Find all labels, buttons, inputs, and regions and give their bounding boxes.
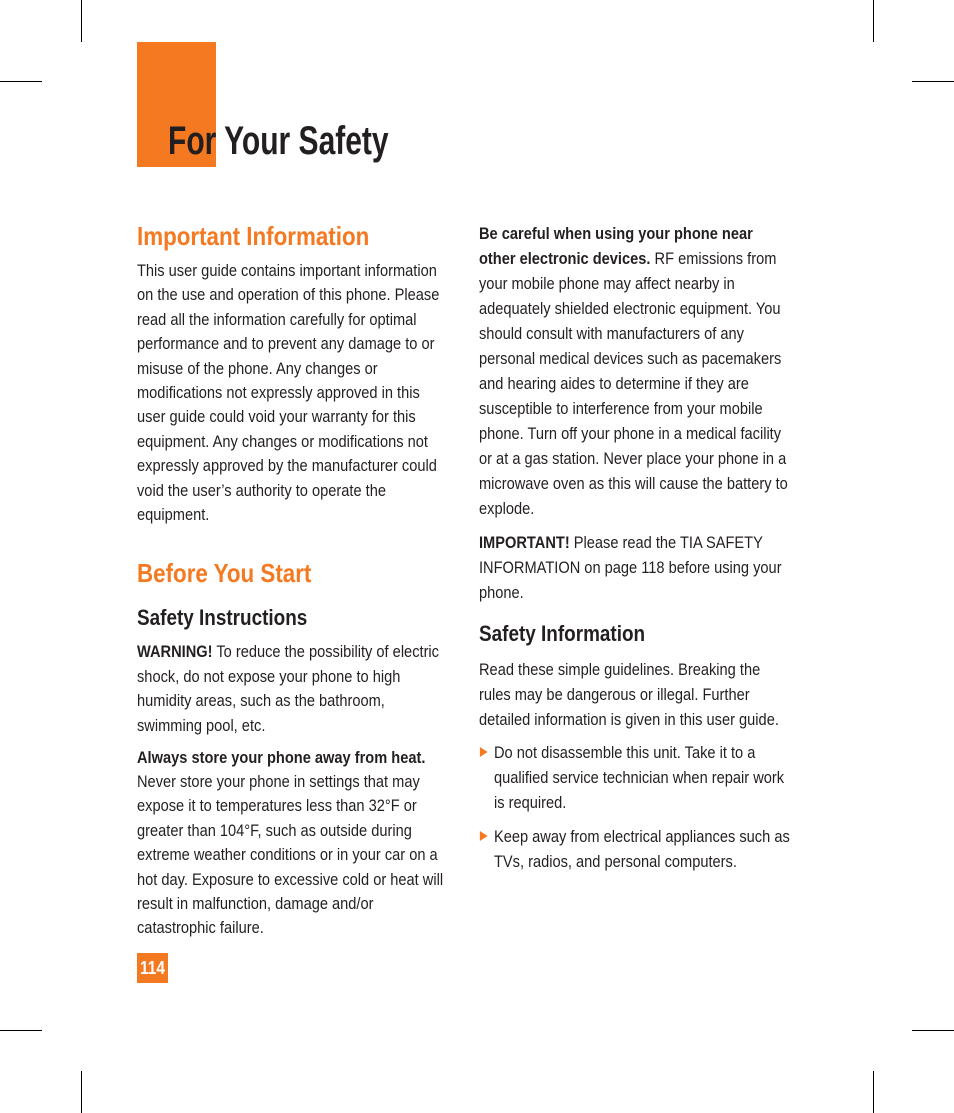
- right-column: [479, 221, 792, 874]
- important-notice-paragraph: [479, 530, 792, 605]
- heading-important-information: Important Information: [137, 221, 370, 251]
- warning-label: WARNING!: [137, 642, 213, 662]
- heat-lead: Always store your phone away from heat.: [137, 747, 426, 767]
- subheading-safety-information: Safety Information: [479, 621, 646, 646]
- list-item-text: Do not disassemble this unit. Take it to a qualified service technician when repair work is required.: [493, 742, 785, 812]
- electronic-devices-paragraph: [479, 221, 792, 521]
- safety-information-intro: Read these simple guidelines. Breaking the rules may be dangerous or illegal. Further detailed information is given in this user guide.: [479, 659, 779, 729]
- electronic-devices-lead: Be careful when using your phone near other electronic devices.: [479, 223, 753, 268]
- triangle-bullet-icon: [480, 747, 488, 757]
- warning-text: To reduce the possibility of electric shock, do not expose your phone to high humidity areas, such as the bathroom, swimming pool, etc.: [137, 642, 439, 735]
- page-title: For Your Safety: [168, 119, 389, 163]
- crop-mark-top-right-vertical: [873, 0, 874, 42]
- page-number: 114: [140, 958, 165, 978]
- crop-mark-top-left-vertical: [81, 0, 82, 42]
- list-item-text: Keep away from electrical appliances such as TVs, radios, and personal computers.: [493, 826, 790, 871]
- crop-mark-bottom-left-vertical: [81, 1071, 82, 1113]
- important-text: Please read the TIA SAFETY INFORMATION on page 118 before using your phone.: [479, 532, 782, 602]
- crop-mark-bottom-left-horizontal: [0, 1030, 42, 1031]
- page-number-box: [137, 953, 168, 983]
- heading-before-you-start: Before You Start: [137, 558, 312, 589]
- list-item: [479, 740, 792, 815]
- triangle-bullet-icon: [480, 831, 488, 841]
- heat-paragraph: [137, 746, 447, 941]
- important-label: IMPORTANT!: [479, 532, 570, 552]
- warning-paragraph: [137, 640, 447, 738]
- electronic-devices-text: RF emissions from your mobile phone may affect nearby in adequately shielded electronic equipment. You should consult with manufacturers of any personal medical devices such as pacemakers and hearing aides to determine if they are susceptible to interference from your mobile phone. Turn off your phone in a medical facility or at a gas station. Never place your phone in a microwave oven as this will cause the battery to explode.: [479, 248, 788, 518]
- crop-mark-bottom-right-horizontal: [912, 1030, 954, 1031]
- heat-text: Never store your phone in settings that may expose it to temperatures less than 32°F or greater than 104°F, such as outside during extreme weather conditions or in your car on a hot day. Exposure to excessive cold or heat will result in malfunction, damage and/or catastrophic failure.: [137, 772, 444, 938]
- crop-mark-top-left-horizontal: [0, 81, 42, 82]
- crop-mark-bottom-right-vertical: [873, 1071, 874, 1113]
- list-item: [479, 824, 792, 874]
- left-column: [137, 221, 447, 941]
- important-information-text: This user guide contains important information on the use and operation of this phone. Please read all the information carefully for optimal performance and to prevent any damage to or misuse of the phone. Any changes or modifications not expressly approved in this user guide could void your warranty for this equipment. Any changes or modifications not expressly approved by the manufacturer could void the user’s authority to operate the equipment.: [137, 261, 440, 525]
- crop-mark-top-right-horizontal: [912, 81, 954, 82]
- subheading-safety-instructions: Safety Instructions: [137, 605, 308, 631]
- safety-guidelines-list: [479, 740, 792, 874]
